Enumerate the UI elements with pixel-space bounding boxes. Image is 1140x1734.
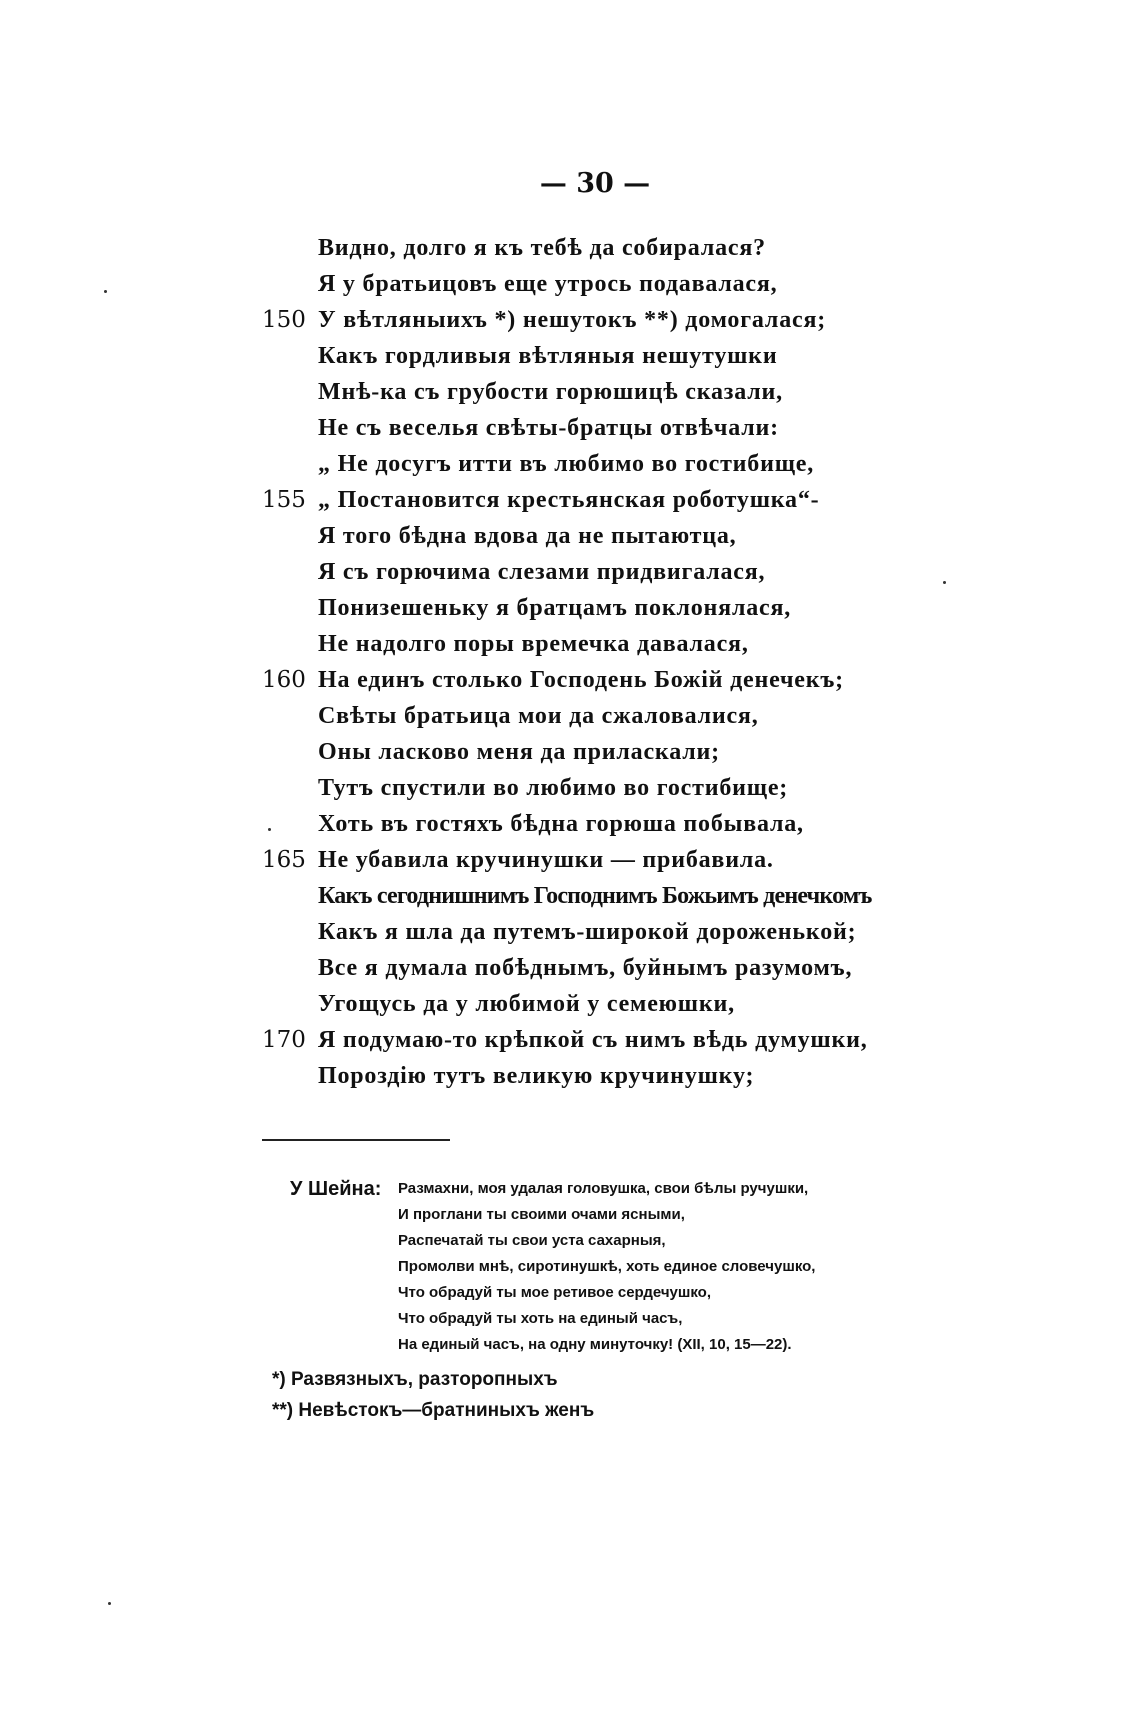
verse-line bbox=[0, 986, 1140, 1022]
verse-text: Не убавила кручинушки — прибавила. bbox=[318, 847, 774, 873]
footnote: *) Развязныхъ, разторопныхъ bbox=[272, 1369, 558, 1390]
variant-line: На единый часъ, на одну минуточку! (XII, 10, 15—22). bbox=[398, 1336, 792, 1353]
verse-line bbox=[0, 410, 1140, 446]
verse-line bbox=[0, 770, 1140, 806]
verse-line bbox=[0, 950, 1140, 986]
verse-line bbox=[0, 338, 1140, 374]
variant-line: Размахни, моя удалая головушка, свои бѣлы ручушки, bbox=[398, 1180, 809, 1197]
verse-text: Пороздію тутъ великую кручинушку; bbox=[318, 1063, 755, 1089]
verse-text: Оны ласково меня да приласкали; bbox=[318, 739, 720, 765]
verse-text: Свѣты братьица мои да сжаловалися, bbox=[318, 703, 759, 729]
variant-line: И проглани ты своими очами ясными, bbox=[398, 1206, 685, 1223]
verse-text: Я того бѣдна вдова да не пытаютца, bbox=[318, 523, 737, 549]
footnote: **) Невѣстокъ—братниныхъ женъ bbox=[272, 1400, 595, 1421]
verse-line bbox=[0, 374, 1140, 410]
verse-line bbox=[0, 446, 1140, 482]
verse-line bbox=[0, 266, 1140, 302]
verse-text: У вѣтляныихъ *) нешутокъ **) домогалася; bbox=[318, 307, 827, 333]
line-number: 165 bbox=[262, 847, 306, 873]
verse-text: Не съ веселья свѣты-братцы отвѣчали: bbox=[318, 415, 779, 441]
verse-text: Какъ гордливыя вѣтляныя нешутушки bbox=[318, 343, 778, 369]
verse-text: „ Постановится крестьянская роботушка“- bbox=[318, 487, 820, 513]
poem-body bbox=[0, 230, 1140, 1094]
verse-text: Хоть въ гостяхъ бѣдна горюша побывала, bbox=[318, 811, 804, 837]
footnote-divider bbox=[262, 1139, 450, 1141]
verse-text: Все я думала побѣднымъ, буйнымъ разумомъ, bbox=[318, 955, 853, 981]
verse-text: Угощусь да у любимой у семеюшки, bbox=[318, 991, 735, 1017]
line-number: 160 bbox=[262, 667, 306, 693]
variant-line: Что обрадуй ты мое ретивое сердечушко, bbox=[398, 1284, 712, 1301]
variant-line: Что обрадуй ты хоть на единый часъ, bbox=[398, 1310, 683, 1327]
print-speck bbox=[108, 1602, 111, 1605]
variant-source-label: У Шейна: bbox=[290, 1178, 382, 1200]
verse-line bbox=[0, 662, 1140, 698]
verse-line bbox=[0, 914, 1140, 950]
line-number: 170 bbox=[262, 1027, 306, 1053]
verse-text: Какъ сегоднишнимъ Господнимъ Божьимъ денечкомъ bbox=[318, 883, 872, 909]
verse-line bbox=[0, 482, 1140, 518]
verse-text: Не надолго поры времечка давалася, bbox=[318, 631, 749, 657]
verse-text: Какъ я шла да путемъ-широкой дороженькой; bbox=[318, 919, 857, 945]
verse-line bbox=[0, 806, 1140, 842]
verse-line bbox=[0, 734, 1140, 770]
line-number: 150 bbox=[262, 307, 306, 333]
line-number: 155 bbox=[262, 487, 306, 513]
verse-text: Я у братьицовъ еще утрось подавалася, bbox=[318, 271, 778, 297]
verse-text: Понизешеньку я братцамъ поклонялася, bbox=[318, 595, 792, 621]
verse-text: Тутъ спустили во любимо во гостибище; bbox=[318, 775, 789, 801]
verse-line bbox=[0, 302, 1140, 338]
verse-text: Я подумаю-то крѣпкой съ нимъ вѣдь думушки, bbox=[318, 1027, 868, 1053]
verse-line bbox=[0, 590, 1140, 626]
print-speck bbox=[268, 828, 271, 831]
verse-line bbox=[0, 554, 1140, 590]
verse-line bbox=[0, 878, 1140, 914]
variant-line: Промолви мнѣ, сиротинушкѣ, хоть единое словечушко, bbox=[398, 1258, 816, 1275]
verse-line bbox=[0, 842, 1140, 878]
verse-line bbox=[0, 518, 1140, 554]
verse-text: Видно, долго я къ тебѣ да собиралася? bbox=[318, 235, 766, 261]
verse-line bbox=[0, 230, 1140, 266]
verse-line bbox=[0, 698, 1140, 734]
variant-line: Распечатай ты свои уста сахарныя, bbox=[398, 1232, 666, 1249]
verse-text: На единъ столько Господень Божій денечекъ; bbox=[318, 667, 844, 693]
verse-line bbox=[0, 1058, 1140, 1094]
print-speck bbox=[943, 581, 946, 584]
verse-text: „ Не досугъ итти въ любимо во гостибище, bbox=[318, 451, 815, 477]
verse-text: Мнѣ-ка съ грубости горюшицѣ сказали, bbox=[318, 379, 783, 405]
verse-text: Я съ горючима слезами придвигалася, bbox=[318, 559, 766, 585]
print-speck bbox=[104, 290, 107, 293]
verse-line bbox=[0, 1022, 1140, 1058]
verse-line bbox=[0, 626, 1140, 662]
page-number: — 30 — bbox=[539, 168, 651, 199]
